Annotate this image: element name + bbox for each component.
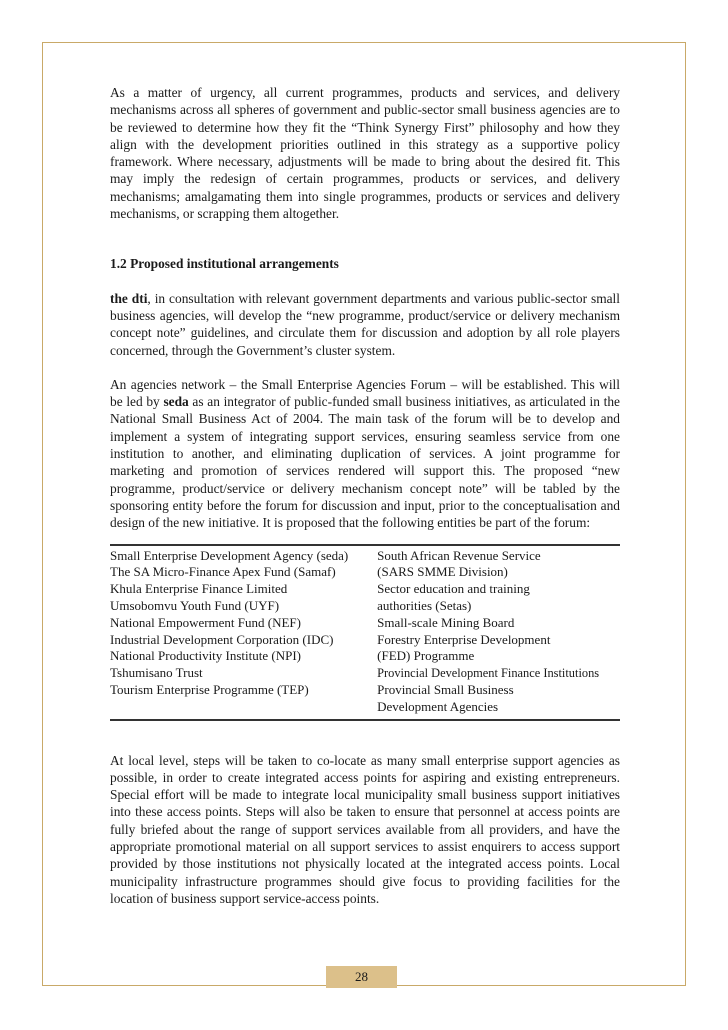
section-heading: 1.2 Proposed institutional arrangements bbox=[110, 256, 339, 272]
entity-item: Forestry Enterprise Development bbox=[377, 631, 551, 647]
entities-right-column bbox=[377, 548, 620, 716]
intro-paragraph: As a matter of urgency, all current programmes, products and services, and delivery mechanisms across all spheres of government and public-sector small business agencies are to be reviewed to determine how they fit the “Think Synergy First” philosophy and how they align with the development priorities outlined in this strategy as a supportive policy framework. Where necessary, adjustments will be made to bring about the desired fit. This may imply the redesign of certain programmes, products or services, and delivery mechanisms; amalgamating them into single programmes, products or services and delivery mechanisms, or scrapping them altogether. bbox=[110, 85, 620, 222]
forum-paragraph bbox=[110, 376, 620, 532]
entity-item: Development Agencies bbox=[377, 698, 499, 714]
entity-item: Provincial Development Finance Institutions bbox=[377, 666, 600, 681]
entity-item: Small Enterprise Development Agency (seda) bbox=[110, 547, 349, 563]
entity-item: Tshumisano Trust bbox=[110, 665, 203, 681]
page-number: 28 bbox=[326, 966, 397, 988]
entity-item: National Empowerment Fund (NEF) bbox=[110, 614, 301, 630]
dti-paragraph-text: , in consultation with relevant government departments and various public-sector small business agencies, will develop the “new programme, product/service or delivery mechanism concept note” guidelines, and circulate them for discussion and adoption by all role players concerned, through the Government’s cluster system. bbox=[110, 290, 620, 358]
dti-bold: the dti bbox=[110, 290, 148, 306]
entity-item: authorities (Setas) bbox=[377, 597, 472, 613]
entity-item: Umsobomvu Youth Fund (UYF) bbox=[110, 597, 280, 613]
entity-item: Tourism Enterprise Programme (TEP) bbox=[110, 681, 309, 697]
seda-bold: seda bbox=[163, 394, 189, 410]
entity-item: Small-scale Mining Board bbox=[377, 614, 515, 630]
entity-item: Industrial Development Corporation (IDC) bbox=[110, 631, 334, 647]
entity-item: Sector education and training bbox=[377, 581, 530, 597]
forum-paragraph-part-2: as an integrator of public-funded small business initiatives, as articulated in the National Small Business Act of 2004. The main task of the forum will be to develop and implement a system of integrating support services, ensuring seamless service from one institution to another, and eliminating duplication of services. A joint programme for marketing and promotion of services rendered will support this. The proposed “new programme, product/service or delivery mechanism concept note” will be tabled by the sponsoring entity before the forum for discussion and input, prior to the conceptualisation and design of the new initiative. It is proposed that the following entities be part of the forum: bbox=[110, 394, 620, 531]
entity-item: South African Revenue Service bbox=[377, 547, 541, 563]
entity-item: Khula Enterprise Finance Limited bbox=[110, 581, 288, 597]
entity-item: Provincial Small Business bbox=[377, 681, 514, 697]
forum-paragraph-part-1: An agencies network – the Small Enterprise Agencies Forum – will be established. This will be led by bbox=[110, 376, 620, 410]
entity-item: The SA Micro-Finance Apex Fund (Samaf) bbox=[110, 564, 336, 580]
entities-left-column bbox=[110, 548, 377, 716]
entities-table bbox=[110, 544, 620, 721]
local-level-paragraph: At local level, steps will be taken to co-locate as many small enterprise support agencies as possible, in order to create integrated access points for aspiring and existing entrepreneurs. Special effort will be made to integrate local municipality small business support initiatives into these access points. Steps will also be taken to ensure that personnel at access points are fully briefed about the range of support services available from all providers, and have the appropriate promotional material on all support services to assist enquirers to access support provided by those institutions not physically located at the integrated access points. Local municipality infrastructure programmes should give focus to providing facilities for the location of business support service-access points. bbox=[110, 752, 620, 906]
dti-paragraph bbox=[110, 290, 620, 359]
page-content bbox=[110, 84, 620, 907]
entity-item: National Productivity Institute (NPI) bbox=[110, 648, 302, 664]
entity-item: (FED) Programme bbox=[377, 648, 475, 664]
entity-item: (SARS SMME Division) bbox=[377, 564, 508, 580]
